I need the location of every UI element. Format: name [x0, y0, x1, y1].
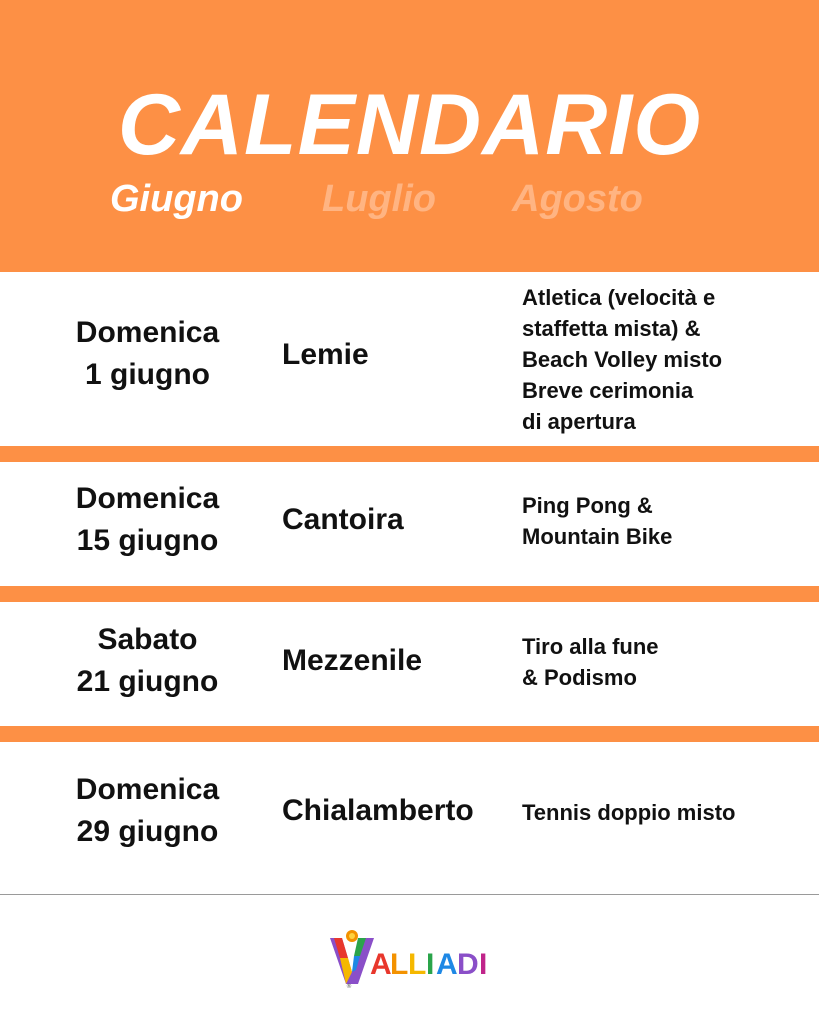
tab-month-agosto[interactable]: Agosto [512, 178, 643, 220]
event-weekday: Domenica [75, 773, 220, 806]
activity-line: staffetta mista) & [522, 316, 701, 341]
row-separator [0, 726, 819, 742]
svg-text:D: D [457, 948, 479, 981]
svg-text:A: A [436, 948, 458, 981]
activity-line: Beach Volley misto [522, 347, 723, 372]
event-activity [522, 631, 812, 693]
header-banner [0, 0, 819, 272]
event-row [0, 742, 819, 894]
activity-line: Ping Pong & [522, 493, 653, 518]
event-day: 21 giugno [76, 665, 219, 698]
event-day: 1 giugno [85, 358, 210, 391]
event-activity [522, 282, 812, 437]
activity-line: Tennis doppio misto [522, 800, 736, 825]
event-date [40, 769, 255, 853]
valliadi-logo [326, 928, 496, 990]
svg-text:®: ® [346, 983, 352, 990]
event-day: 15 giugno [76, 524, 219, 557]
tab-month-giugno[interactable]: Giugno [110, 178, 243, 220]
event-activity [522, 490, 812, 552]
activity-line: & Podismo [522, 665, 637, 690]
event-row [0, 272, 819, 446]
event-place: Mezzenile [282, 644, 423, 677]
event-weekday: Domenica [75, 316, 220, 349]
footer-divider [0, 894, 819, 895]
activity-line: Tiro alla fune [522, 634, 659, 659]
event-weekday: Sabato [97, 623, 198, 656]
event-activity [522, 797, 812, 828]
event-place: Chialamberto [282, 794, 474, 827]
event-day: 29 giugno [76, 815, 219, 848]
svg-text:I: I [426, 948, 435, 981]
event-date [40, 478, 255, 562]
svg-text:L: L [390, 948, 409, 981]
tab-month-luglio[interactable]: Luglio [322, 178, 436, 220]
activity-line: Atletica (velocità e [522, 285, 716, 310]
event-date [40, 312, 255, 396]
svg-text:I: I [479, 948, 488, 981]
valliadi-logo-graphic [326, 928, 496, 990]
activity-line: Breve cerimonia [522, 378, 694, 403]
event-place: Cantoira [282, 503, 404, 536]
svg-text:A: A [370, 948, 392, 981]
event-weekday: Domenica [75, 482, 220, 515]
event-place: Lemie [282, 338, 369, 371]
svg-text:L: L [408, 948, 427, 981]
activity-line: Mountain Bike [522, 524, 673, 549]
activity-line: di apertura [522, 409, 636, 434]
row-separator [0, 586, 819, 602]
event-row [0, 602, 819, 726]
event-row [0, 462, 819, 586]
row-separator [0, 446, 819, 462]
page-title: CALENDARIO [117, 77, 702, 173]
event-date [40, 619, 255, 703]
